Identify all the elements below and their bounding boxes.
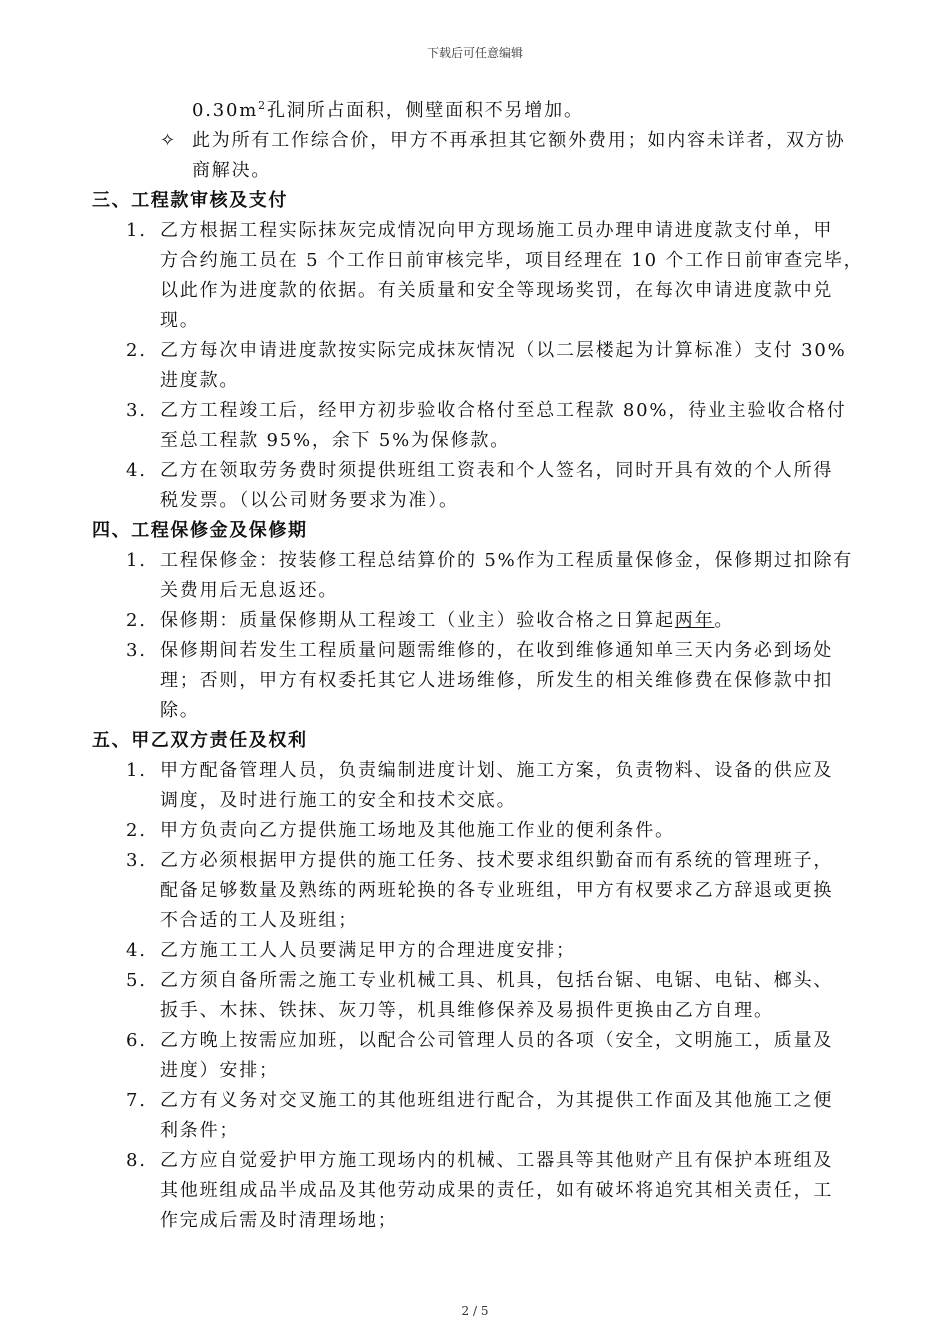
- item-number: 2.: [126, 340, 147, 361]
- intro-line: [0, 96, 950, 126]
- item-text: 乙方须自备所需之施工专业机械工具、机具，包括台锯、电锯、电钻、榔头、: [160, 970, 834, 991]
- item-number: 7.: [126, 1090, 147, 1111]
- item-text-cont: 其他班组成品半成品及其他劳动成果的责任，如有破坏将追究其相关责任，工: [160, 1180, 834, 1201]
- item-text-cont: 进度款。: [160, 370, 240, 391]
- item-text-cont: 除。: [160, 700, 200, 721]
- item-number: 3.: [126, 640, 147, 661]
- item-number: 1.: [126, 220, 147, 241]
- item-text-cont: 调度，及时进行施工的安全和技术交底。: [160, 790, 517, 811]
- item-number: 8.: [126, 1150, 147, 1171]
- section-heading: 三、工程款审核及支付: [92, 190, 288, 211]
- item-text-cont: 不合适的工人及班组；: [160, 910, 358, 931]
- section-heading: 五、甲乙双方责任及权利: [92, 730, 308, 751]
- section3-list: [0, 216, 950, 516]
- item-text: 保修期：质量保修期从工程竣工（业主）验收合格之日算起: [160, 610, 675, 631]
- list-item: [0, 336, 950, 366]
- item-text-cont: 关费用后无息返还。: [160, 580, 339, 601]
- list-item: [0, 936, 950, 966]
- item-text-cont: 进度）安排；: [160, 1060, 279, 1081]
- item-text-cont: 方合约施工员在 5 个工作日前审核完毕，项目经理在 10 个工作日前审查完毕，: [160, 250, 864, 271]
- item-number: 5.: [126, 970, 147, 991]
- list-item: [0, 966, 950, 996]
- intro-text-b: 孔洞所占面积，侧壁面积不另增加。: [266, 100, 584, 121]
- item-text: 乙方在领取劳务费时须提供班组工资表和个人签名，同时开具有效的个人所得: [160, 460, 834, 481]
- item-text: 甲方配备管理人员，负责编制进度计划、施工方案，负责物料、设备的供应及: [160, 760, 834, 781]
- item-text-cont: 理；否则，甲方有权委托其它人进场维修，所发生的相关维修费在保修款中扣: [160, 670, 834, 691]
- item-number: 3.: [126, 400, 147, 421]
- item-number: 2.: [126, 610, 147, 631]
- item-text-end: 。: [714, 610, 735, 631]
- item-text: 乙方有义务对交叉施工的其他班组进行配合，为其提供工作面及其他施工之便: [160, 1090, 834, 1111]
- item-text: 保修期间若发生工程质量问题需维修的，在收到维修通知单三天内务必到场处: [160, 640, 834, 661]
- list-item: [0, 456, 950, 486]
- list-item: [0, 1146, 950, 1176]
- diamond-bullet-icon: ✧: [160, 130, 177, 151]
- list-item: [0, 816, 950, 846]
- section5-list: [0, 756, 950, 1236]
- item-text-cont: 配备足够数量及熟练的两班轮换的各专业班组，甲方有权要求乙方辞退或更换: [160, 880, 834, 901]
- item-text-cont: 以此作为进度款的依据。有关质量和安全等现场奖罚，在每次申请进度款中兑: [160, 280, 834, 301]
- item-text-cont: 税发票。（以公司财务要求为准）。: [160, 490, 459, 511]
- intro-text-a: 0.30m: [192, 100, 259, 121]
- item-number: 4.: [126, 460, 147, 481]
- item-number: 3.: [126, 850, 147, 871]
- item-text-cont: 扳手、木抹、铁抹、灰刀等，机具维修保养及易损件更换由乙方自理。: [160, 1000, 774, 1021]
- item-number: 4.: [126, 940, 147, 961]
- item-text: 工程保修金：按装修工程总结算价的 5%作为工程质量保修金，保修期过扣除有: [160, 550, 854, 571]
- item-number: 6.: [126, 1030, 147, 1051]
- item-text-cont: 利条件；: [160, 1120, 240, 1141]
- intro-superscript: 2: [258, 99, 267, 112]
- list-item: [0, 396, 950, 426]
- item-text-cont: 现。: [160, 310, 200, 331]
- page-number: 2 / 5: [461, 1304, 489, 1318]
- section-heading: 四、工程保修金及保修期: [92, 520, 308, 541]
- list-item: [0, 606, 950, 636]
- item-text: 乙方必须根据甲方提供的施工任务、技术要求组织勤奋而有系统的管理班子，: [160, 850, 834, 871]
- list-item: [0, 636, 950, 666]
- underlined-term: 两年: [674, 610, 715, 631]
- item-text-cont: 作完成后需及时清理场地；: [160, 1210, 398, 1231]
- list-item: [0, 546, 950, 576]
- bullet-text-cont: 商解决。: [192, 160, 272, 181]
- document-body: [0, 96, 950, 1236]
- item-text: 乙方应自觉爱护甲方施工现场内的机械、工器具等其他财产且有保护本班组及: [160, 1150, 834, 1171]
- bullet-item: [0, 126, 950, 156]
- item-text: 甲方负责向乙方提供施工场地及其他施工作业的便利条件。: [160, 820, 675, 841]
- page-header: 下载后可任意编辑: [426, 46, 523, 60]
- item-text: 乙方每次申请进度款按实际完成抹灰情况（以二层楼起为计算标准）支付 30%: [160, 340, 847, 361]
- list-item: [0, 216, 950, 246]
- item-text: 乙方施工工人人员要满足甲方的合理进度安排；: [160, 940, 576, 961]
- list-item: [0, 1026, 950, 1056]
- item-text-cont: 至总工程款 95%，余下 5%为保修款。: [160, 430, 511, 451]
- list-item: [0, 846, 950, 876]
- item-number: 1.: [126, 550, 147, 571]
- item-text: 乙方晚上按需应加班，以配合公司管理人员的各项（安全，文明施工，质量及: [160, 1030, 834, 1051]
- item-text: 乙方根据工程实际抹灰完成情况向甲方现场施工员办理申请进度款支付单，甲: [160, 220, 834, 241]
- item-text: 乙方工程竣工后，经甲方初步验收合格付至总工程款 80%，待业主验收合格付: [160, 400, 847, 421]
- bullet-text: 此为所有工作综合价，甲方不再承担其它额外费用；如内容未详者，双方协: [192, 130, 846, 151]
- item-number: 1.: [126, 760, 147, 781]
- item-number: 2.: [126, 820, 147, 841]
- list-item: [0, 756, 950, 786]
- list-item: [0, 1086, 950, 1116]
